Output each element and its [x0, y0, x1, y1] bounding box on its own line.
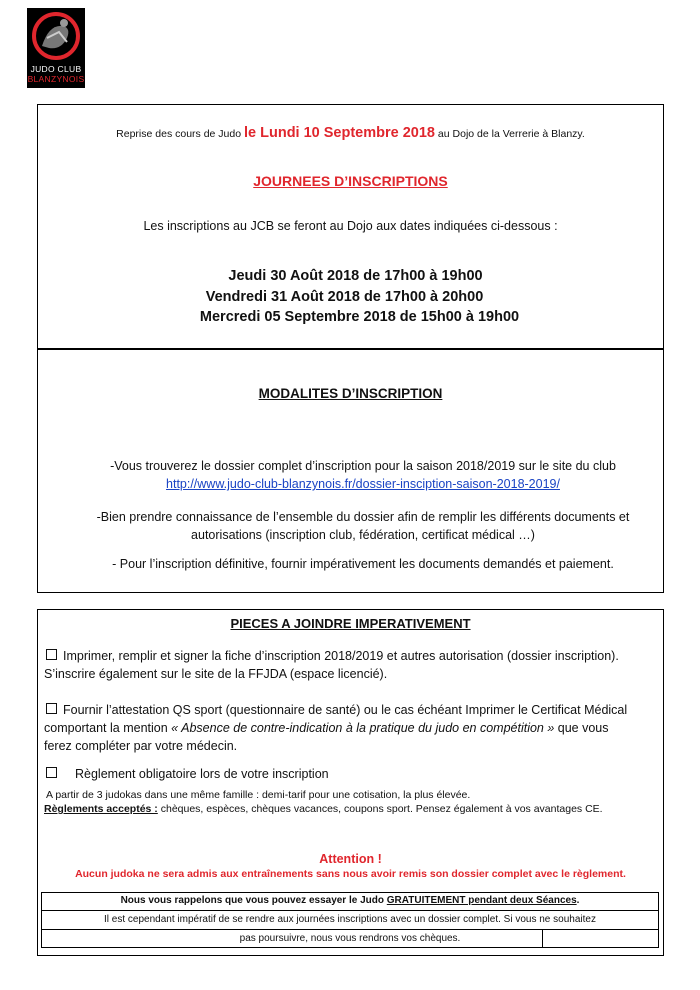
inscriptions-title	[38, 173, 663, 191]
pieces-box	[37, 609, 664, 956]
checkbox-icon[interactable]	[46, 703, 57, 714]
pieces-title: PIECES A JOINDRE IMPERATIVEMENT	[230, 616, 471, 631]
modalites-p1: -Vous trouverez le dossier complet d’inscription pour la saison 2018/2019 sur le site du club	[110, 459, 616, 473]
reglements-text: chèques, espèces, chèques vacances, coupons sport. Pensez également à vos avantages CE.	[160, 803, 603, 815]
reprise-line	[38, 125, 663, 141]
note-r1-before: Nous vous rappelons que vous pouvez essayer le Judo	[120, 895, 384, 906]
modalites-p2a: -Bien prendre connaissance de l’ensemble du dossier afin de remplir les différents documents et	[96, 510, 630, 524]
note-row-1	[42, 895, 658, 906]
piece-2-quote: « Absence de contre-indication à la pratique du judo en compétition »	[171, 721, 555, 735]
note-r1-underline: GRATUITEMENT pendant deux Séances	[386, 895, 577, 906]
dossier-link[interactable]: http://www.judo-club-blanzynois.fr/dossier-insciption-saison-2018-2019/	[166, 477, 560, 491]
modalites-paragraph-2	[68, 508, 658, 544]
modalites-p2b: autorisations (inscription club, fédération, certificat médical …)	[191, 528, 535, 542]
date-item: Vendredi 31 Août 2018 de 17h00 à 20h00	[205, 288, 484, 305]
attention-text: Aucun judoka ne sera admis aux entraînements sans nous avoir remis son dossier complet avec le règlement.	[75, 868, 626, 880]
club-logo	[27, 8, 85, 88]
attention-heading: Attention !	[319, 852, 382, 866]
piece-1-line-a: Imprimer, remplir et signer la fiche d’inscription 2018/2019 et autres autorisation (dossier inscription).	[63, 649, 619, 663]
reprise-before: Reprise des cours de Judo	[116, 128, 242, 140]
piece-2-line-a: Fournir l’attestation QS sport (questionnaire de santé) ou le cas échéant Imprimer le Certificat Médical	[63, 703, 628, 717]
section-divider	[38, 348, 663, 350]
note-row-3: pas poursuivre, nous vous rendrons vos chèques.	[239, 933, 461, 944]
checkbox-icon[interactable]	[46, 767, 57, 778]
piece-2-after: que vous	[557, 721, 609, 735]
logo-text-line1: JUDO CLUB	[30, 64, 82, 74]
piece-item-3	[44, 765, 654, 783]
inscriptions-intro: Les inscriptions au JCB se feront au Dojo aux dates indiquées ci-dessous :	[143, 219, 558, 233]
tarif-note: A partir de 3 judokas dans une même famille : demi-tarif pour une cotisation, la plus élevée.	[46, 789, 471, 801]
inscription-dates	[38, 266, 663, 328]
piece-2-before: comportant la mention	[44, 721, 168, 735]
note-row-2: Il est cependant impératif de se rendre aux journées inscriptions avec un dossier complet. Si vous ne souhaitez	[104, 914, 596, 925]
modalites-title: MODALITES D’INSCRIPTION	[258, 386, 443, 401]
inscriptions-title-text: JOURNEES D’INSCRIPTIONS	[253, 173, 448, 189]
piece-item-2	[44, 701, 654, 755]
modalites-paragraph-1	[68, 457, 658, 493]
reglements-label: Règlements acceptés :	[44, 803, 158, 815]
date-item: Mercredi 05 Septembre 2018 de 15h00 à 19h00	[199, 309, 520, 325]
note-cell-divider	[542, 929, 543, 948]
reprise-date: le Lundi 10 Septembre 2018	[244, 125, 435, 141]
piece-2-line-c: ferez compléter par votre médecin.	[44, 739, 238, 753]
note-r1-after: .	[576, 895, 580, 906]
checkbox-icon[interactable]	[46, 649, 57, 660]
piece-3-text: Règlement obligatoire lors de votre inscription	[75, 767, 329, 781]
trial-note-table	[41, 892, 659, 948]
reprise-after: au Dojo de la Verrerie à Blanzy.	[437, 128, 585, 140]
judo-fighters-logo-icon	[27, 8, 85, 64]
piece-1-line-b: S’inscrire également sur le site de la FFJDA (espace licencié).	[44, 667, 388, 681]
modalites-paragraph-3: - Pour l’inscription définitive, fournir impérativement les documents demandés et paiement.	[112, 557, 614, 571]
logo-text-line2: BLANZYNOIS	[27, 74, 85, 84]
note-divider	[42, 929, 658, 930]
date-item: Jeudi 30 Août 2018 de 17h00 à 19h00	[228, 268, 483, 284]
note-divider	[42, 910, 658, 911]
reglements-line	[44, 802, 654, 816]
inscription-info-box	[37, 104, 664, 593]
piece-item-1	[44, 647, 654, 683]
